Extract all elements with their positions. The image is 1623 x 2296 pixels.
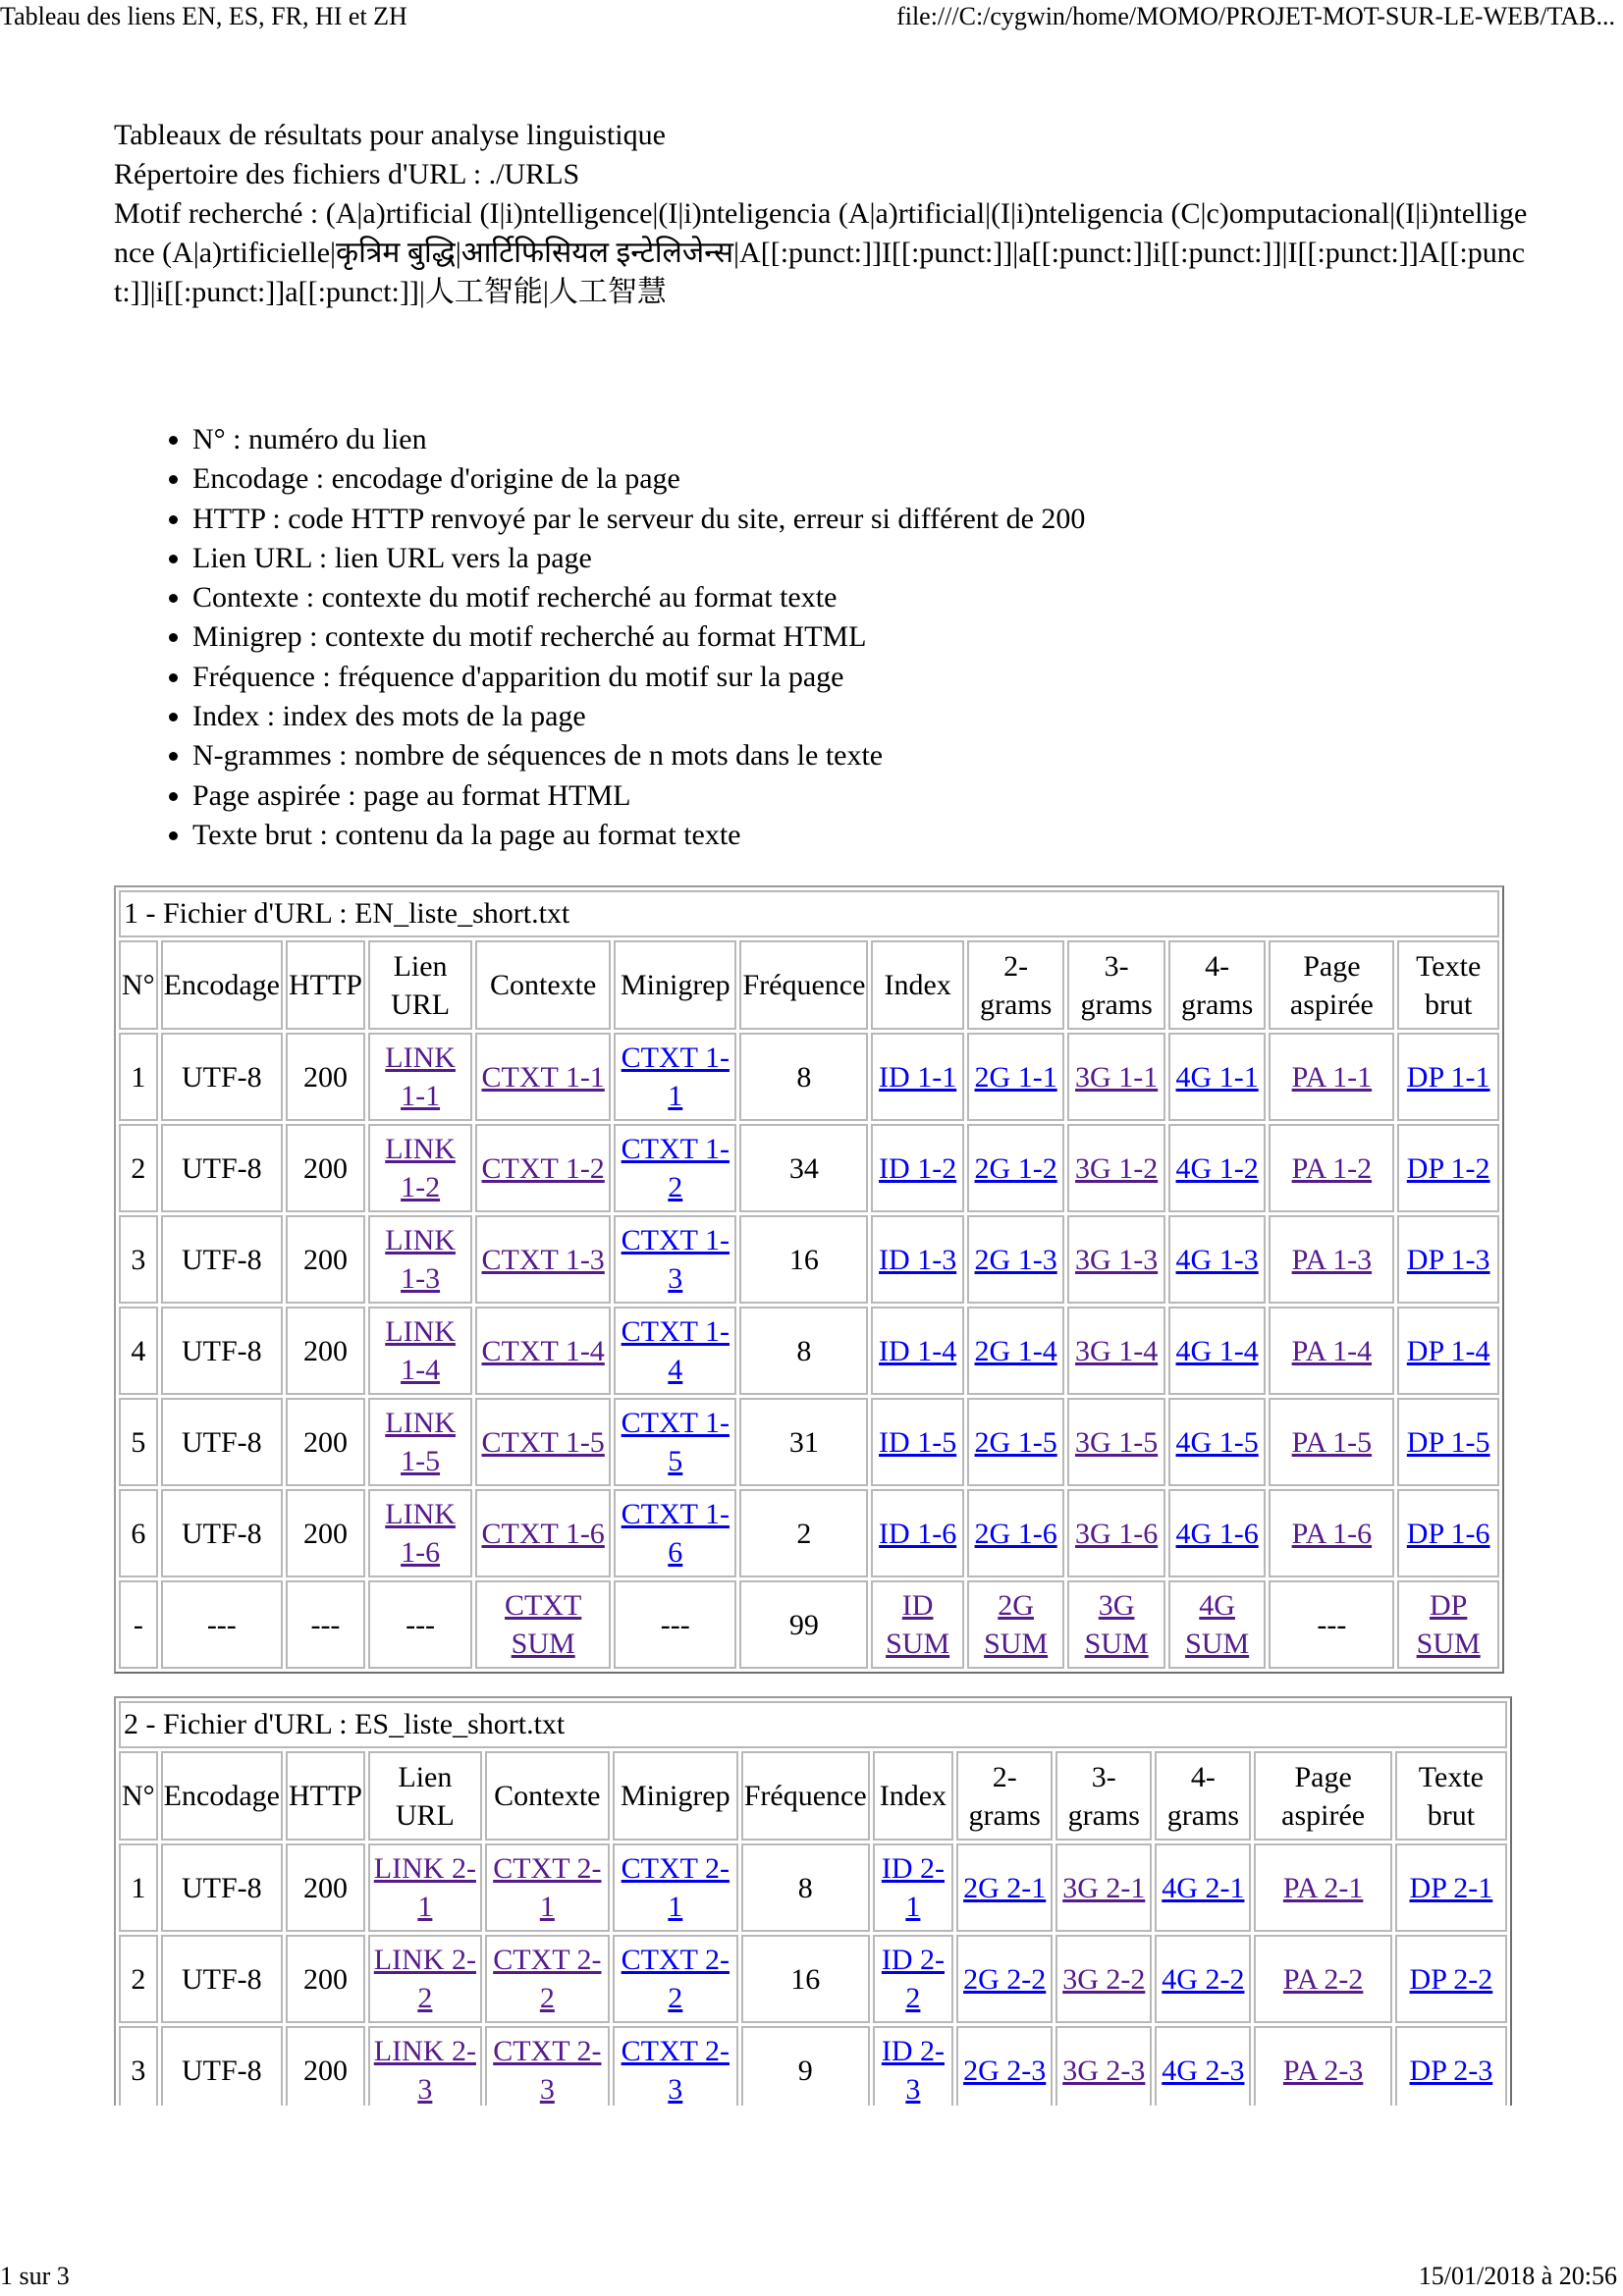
table-cell (475, 1489, 611, 1577)
page-header-title: Tableau des liens EN, ES, FR, HI et ZH (0, 2, 407, 30)
table-cell (1168, 1398, 1267, 1486)
cell-http: 200 (286, 1489, 365, 1577)
cell-http: 200 (286, 1033, 365, 1121)
page-link[interactable]: PA 1-1 (1291, 1060, 1373, 1094)
table-cell (368, 2026, 482, 2106)
legend-item: • Contexte : contexte du motif recherché au format texte (192, 578, 1085, 617)
context-link[interactable]: CTXT 1-4 (481, 1334, 605, 1367)
legend-item: • Fréquence : fréquence d'apparition du motif sur la page (192, 658, 1085, 697)
context-link[interactable]: CTXT 1-6 (481, 1517, 605, 1550)
cell-encoding: UTF-8 (161, 1124, 283, 1212)
cell-frequency: 9 (741, 2026, 870, 2106)
col-header: Fréquence (739, 940, 868, 1030)
table-cell (1168, 1124, 1267, 1212)
minigrep-link[interactable]: CTXT 2-3 (621, 2035, 730, 2106)
col-header: Contexte (475, 940, 611, 1030)
table-cell (485, 1935, 610, 2023)
table-row (119, 1489, 1499, 1577)
table-cell (1397, 1398, 1499, 1486)
cell-encoding: --- (161, 1580, 283, 1669)
context-link[interactable]: CTXT 1-2 (481, 1151, 605, 1185)
4grams-link[interactable]: 4G 1-2 (1175, 1151, 1259, 1185)
cell-encoding: UTF-8 (161, 2026, 283, 2106)
col-header: N° (119, 940, 158, 1030)
table-row (119, 1398, 1499, 1486)
minigrep-link[interactable]: CTXT 1-5 (621, 1407, 730, 1477)
col-header: N° (119, 1751, 158, 1841)
4grams-link[interactable]: 4G 2-1 (1162, 1871, 1245, 1904)
table-cell (956, 1843, 1053, 1932)
2grams-link[interactable]: 2G 2-3 (963, 2054, 1047, 2087)
dump-link[interactable]: DP 1-5 (1406, 1425, 1490, 1459)
table-caption: 2 - Fichier d'URL : ES_liste_short.txt (119, 1701, 1507, 1748)
3grams-link[interactable]: 3G 2-2 (1062, 1962, 1146, 1996)
url-directory: Répertoire des fichiers d'URL : ./URLS (114, 158, 580, 190)
cell-http: 200 (286, 1935, 365, 2023)
page-link[interactable]: PA 2-3 (1282, 2054, 1364, 2087)
legend-item: • Page aspirée : page au format HTML (192, 776, 1085, 816)
table-cell (873, 1843, 953, 1932)
col-header: Lien URL (368, 1751, 482, 1841)
table-cell (1067, 1489, 1165, 1577)
table-cell (871, 1398, 963, 1486)
minigrep-link[interactable]: CTXT 2-2 (621, 1944, 730, 2014)
4grams-link[interactable]: 4G 1-3 (1175, 1243, 1259, 1276)
dump-sum-link[interactable]: DP SUM (1416, 1589, 1481, 1660)
table-es-viewport (98, 1669, 1551, 2106)
cell-frequency: 16 (739, 1215, 868, 1304)
cell-minigrep: --- (614, 1580, 736, 1669)
table-cell (1055, 1843, 1152, 1932)
index-sum-link[interactable]: ID SUM (886, 1589, 950, 1660)
page-link[interactable]: PA 1-6 (1291, 1517, 1373, 1550)
table-cell (1168, 1307, 1267, 1395)
table-cell (967, 1215, 1065, 1304)
page-counter: 1 sur 3 (0, 2262, 70, 2290)
table-cell (1397, 1215, 1499, 1304)
legend-item: • Index : index des mots de la page (192, 697, 1085, 736)
col-header: 4-grams (1155, 1751, 1251, 1841)
url-link[interactable]: LINK 2-1 (373, 1852, 476, 1923)
index-link[interactable]: ID 1-6 (879, 1517, 957, 1550)
dump-link[interactable]: DP 2-2 (1409, 1962, 1493, 1996)
table-cell (613, 1935, 738, 2023)
table-cell (1254, 1843, 1391, 1932)
col-header: Index (873, 1751, 953, 1841)
col-header: Index (871, 940, 963, 1030)
table-cell (967, 1307, 1065, 1395)
url-link[interactable]: LINK 1-1 (385, 1041, 456, 1112)
cell-link: --- (368, 1580, 472, 1669)
cell-number: 1 (119, 1033, 158, 1121)
cell-http: 200 (286, 1398, 365, 1486)
dump-link[interactable]: DP 1-6 (1406, 1517, 1490, 1550)
col-header: Minigrep (613, 1751, 738, 1841)
col-header: Texte brut (1395, 1751, 1507, 1841)
table-cell (1269, 1033, 1394, 1121)
page-title: Tableaux de résultats pour analyse linguistique (114, 119, 666, 151)
table-cell (1269, 1398, 1394, 1486)
table-cell (967, 1489, 1065, 1577)
index-link[interactable]: ID 2-2 (881, 1944, 945, 2014)
cell-http: 200 (286, 1124, 365, 1212)
table-cell (485, 1843, 610, 1932)
table-cell (1254, 2026, 1391, 2106)
table-cell (873, 1935, 953, 2023)
2grams-link[interactable]: 2G 1-1 (974, 1060, 1057, 1094)
table-cell (613, 2026, 738, 2106)
table-cell (614, 1033, 736, 1121)
table-header-row (119, 1751, 1507, 1841)
page-link[interactable]: PA 1-5 (1291, 1425, 1373, 1459)
col-header: HTTP (286, 1751, 365, 1841)
col-header: 2-grams (956, 1751, 1053, 1841)
url-link[interactable]: LINK 1-6 (385, 1498, 456, 1569)
index-link[interactable]: ID 1-5 (879, 1425, 957, 1459)
col-header: Encodage (161, 940, 283, 1030)
minigrep-link[interactable]: CTXT 1-6 (621, 1498, 730, 1569)
table-cell (871, 1124, 963, 1212)
cell-number: 6 (119, 1489, 158, 1577)
col-header: Contexte (485, 1751, 610, 1841)
cell-text (1397, 1580, 1499, 1669)
table-row (119, 1307, 1499, 1395)
cell-number: - (119, 1580, 158, 1669)
table-cell (967, 1033, 1065, 1121)
minigrep-link[interactable]: CTXT 2-1 (621, 1852, 730, 1923)
cell-encoding: UTF-8 (161, 1843, 283, 1932)
dump-link[interactable]: DP 2-3 (1409, 2054, 1493, 2087)
table-cell (1397, 1124, 1499, 1212)
cell-number: 5 (119, 1398, 158, 1486)
table-cell (1397, 1033, 1499, 1121)
search-pattern: Motif recherché : (A|a)rtificial (I|i)ntelligence|(I|i)nteligencia (A|a)rtificial|(I|i)nteligencia (C|c)omputacional|(I|i)ntelligence (A|a)rtificielle|कृत्रिम बुद्धि|आर्टिफिसियल इन्टेलिजेन्स|A[[:punct:]]I[[:punct:]]|a[[:punct:]]i[[:punct:]]|I[[:punct:]]A[[:punct:]]|i[[:punct:]]a[[:punct:]]|人工智能|人工智慧 (114, 197, 1528, 308)
3grams-link[interactable]: 3G 2-3 (1062, 2054, 1146, 2087)
legend-list (114, 420, 1085, 855)
table-cell (368, 1215, 472, 1304)
cell-context (475, 1580, 611, 1669)
table-cell (613, 1843, 738, 1932)
cell-number: 2 (119, 1124, 158, 1212)
cell-encoding: UTF-8 (161, 1215, 283, 1304)
3grams-link[interactable]: 3G 1-2 (1075, 1151, 1159, 1185)
table-caption: 1 - Fichier d'URL : EN_liste_short.txt (119, 890, 1499, 937)
cell-page: --- (1269, 1580, 1394, 1669)
context-link[interactable]: CTXT 2-2 (493, 1944, 602, 2014)
table-cell (1269, 1215, 1394, 1304)
cell-encoding: UTF-8 (161, 1398, 283, 1486)
cell-frequency: 8 (739, 1033, 868, 1121)
table-cell (871, 1033, 963, 1121)
intro-block (114, 116, 1528, 312)
url-link[interactable]: LINK 1-2 (385, 1133, 456, 1203)
table-cell (1055, 1935, 1152, 2023)
table-row (119, 2026, 1507, 2106)
page-link[interactable]: PA 1-3 (1291, 1243, 1373, 1276)
table-cell (871, 1307, 963, 1395)
cell-encoding: UTF-8 (161, 1935, 283, 2023)
col-header: Encodage (161, 1751, 283, 1841)
dump-link[interactable]: DP 1-4 (1406, 1334, 1490, 1367)
4grams-link[interactable]: 4G 2-3 (1162, 2054, 1245, 2087)
cell-http: 200 (286, 2026, 365, 2106)
3grams-link[interactable]: 3G 1-1 (1075, 1060, 1159, 1094)
table-row (119, 1124, 1499, 1212)
table-cell (614, 1307, 736, 1395)
table-cell (475, 1033, 611, 1121)
page-link[interactable]: PA 2-1 (1282, 1871, 1364, 1904)
2grams-link[interactable]: 2G 1-5 (974, 1425, 1057, 1459)
page-link[interactable]: PA 1-2 (1291, 1151, 1373, 1185)
col-header: Minigrep (614, 940, 736, 1030)
summary-row (119, 1580, 1499, 1669)
table-cell (1067, 1215, 1165, 1304)
table-cell (1155, 1935, 1251, 2023)
cell-frequency: 16 (741, 1935, 870, 2023)
cell-http: 200 (286, 1843, 365, 1932)
cell-http: 200 (286, 1307, 365, 1395)
table-row (119, 1215, 1499, 1304)
table-cell (871, 1215, 963, 1304)
col-header: 3-grams (1067, 940, 1165, 1030)
table-cell (1269, 1307, 1394, 1395)
2grams-link[interactable]: 2G 2-2 (963, 1962, 1047, 1996)
cell-4grams (1168, 1580, 1267, 1669)
table-cell (1168, 1033, 1267, 1121)
url-link[interactable]: LINK 2-3 (373, 2035, 476, 2106)
minigrep-link[interactable]: CTXT 1-4 (621, 1315, 730, 1386)
cell-number: 3 (119, 2026, 158, 2106)
col-header: 4-grams (1168, 940, 1267, 1030)
cell-3grams (1067, 1580, 1165, 1669)
cell-number: 1 (119, 1843, 158, 1932)
url-link[interactable]: LINK 2-2 (373, 1944, 476, 2014)
cell-number: 2 (119, 1935, 158, 2023)
legend-item: • Minigrep : contexte du motif recherché au format HTML (192, 617, 1085, 657)
4grams-link[interactable]: 4G 1-1 (1175, 1060, 1259, 1094)
3grams-link[interactable]: 3G 2-1 (1062, 1871, 1146, 1904)
legend-item: • Texte brut : contenu da la page au format texte (192, 816, 1085, 855)
col-header: 3-grams (1055, 1751, 1152, 1841)
cell-frequency: 8 (741, 1843, 870, 1932)
cell-number: 3 (119, 1215, 158, 1304)
cell-frequency: 2 (739, 1489, 868, 1577)
index-link[interactable]: ID 1-4 (879, 1334, 957, 1367)
table-cell (614, 1215, 736, 1304)
col-header: Fréquence (741, 1751, 870, 1841)
table-cell (1269, 1124, 1394, 1212)
table-cell (967, 1398, 1065, 1486)
3grams-link[interactable]: 3G 1-4 (1075, 1334, 1159, 1367)
results-table-es (114, 1696, 1512, 2106)
print-timestamp: 15/01/2018 à 20:56 (1418, 2262, 1617, 2290)
table-body-es (119, 1843, 1507, 2106)
4grams-link[interactable]: 4G 1-5 (1175, 1425, 1259, 1459)
col-header: Page aspirée (1254, 1751, 1391, 1841)
legend-item: • N° : numéro du lien (192, 420, 1085, 459)
table-cell (614, 1489, 736, 1577)
minigrep-link[interactable]: CTXT 1-2 (621, 1133, 730, 1203)
context-link[interactable]: CTXT 1-5 (481, 1425, 605, 1459)
cell-http: --- (286, 1580, 365, 1669)
cell-index (871, 1580, 963, 1669)
2grams-link[interactable]: 2G 1-6 (974, 1517, 1057, 1550)
table-cell (1168, 1489, 1267, 1577)
4grams-link[interactable]: 4G 1-4 (1175, 1334, 1259, 1367)
cell-2grams (967, 1580, 1065, 1669)
table-cell (475, 1307, 611, 1395)
context-link[interactable]: CTXT 2-1 (493, 1852, 602, 1923)
table-cell (1055, 2026, 1152, 2106)
index-link[interactable]: ID 2-3 (881, 2035, 945, 2106)
4grams-sum-link[interactable]: 4G SUM (1185, 1589, 1250, 1660)
table-cell (368, 1935, 482, 2023)
table-cell (1168, 1215, 1267, 1304)
table-cell (1067, 1307, 1165, 1395)
dump-link[interactable]: DP 1-3 (1406, 1243, 1490, 1276)
index-link[interactable]: ID 1-3 (879, 1243, 957, 1276)
url-link[interactable]: LINK 1-5 (385, 1407, 456, 1477)
table-cell (485, 2026, 610, 2106)
table-cell (368, 1033, 472, 1121)
table-cell (873, 2026, 953, 2106)
4grams-link[interactable]: 4G 1-6 (1175, 1517, 1259, 1550)
col-header: HTTP (286, 940, 365, 1030)
table-cell (368, 1307, 472, 1395)
table-body-en (119, 1033, 1499, 1577)
cell-frequency: 8 (739, 1307, 868, 1395)
cell-frequency: 34 (739, 1124, 868, 1212)
context-link[interactable]: CTXT 1-1 (481, 1060, 605, 1094)
col-header: Page aspirée (1269, 940, 1394, 1030)
legend-item: • Lien URL : lien URL vers la page (192, 539, 1085, 578)
2grams-link[interactable]: 2G 2-1 (963, 1871, 1047, 1904)
3grams-sum-link[interactable]: 3G SUM (1084, 1589, 1149, 1660)
table-cell (1395, 1935, 1507, 2023)
results-table-en (114, 885, 1504, 1674)
table-cell (1067, 1398, 1165, 1486)
minigrep-link[interactable]: CTXT 1-1 (621, 1041, 730, 1112)
table-cell (368, 1124, 472, 1212)
table-header-row (119, 940, 1499, 1030)
3grams-link[interactable]: 3G 1-6 (1075, 1517, 1159, 1550)
3grams-link[interactable]: 3G 1-5 (1075, 1425, 1159, 1459)
col-header: 2-grams (967, 940, 1065, 1030)
cell-number: 4 (119, 1307, 158, 1395)
legend-item: • N-grammes : nombre de séquences de n mots dans le texte (192, 736, 1085, 775)
col-header: Texte brut (1397, 940, 1499, 1030)
page-link[interactable]: PA 2-2 (1282, 1962, 1364, 1996)
legend-item: • Encodage : encodage d'origine de la page (192, 459, 1085, 499)
index-link[interactable]: ID 2-1 (881, 1852, 945, 1923)
table-cell (1397, 1489, 1499, 1577)
col-header: Lien URL (368, 940, 472, 1030)
context-sum-link[interactable]: CTXT SUM (505, 1589, 582, 1660)
table-cell (871, 1489, 963, 1577)
table-cell (475, 1124, 611, 1212)
table-cell (1395, 1843, 1507, 1932)
2grams-sum-link[interactable]: 2G SUM (984, 1589, 1049, 1660)
table-cell (967, 1124, 1065, 1212)
cell-encoding: UTF-8 (161, 1307, 283, 1395)
3grams-link[interactable]: 3G 1-3 (1075, 1243, 1159, 1276)
table-cell (1155, 2026, 1251, 2106)
cell-encoding: UTF-8 (161, 1489, 283, 1577)
4grams-link[interactable]: 4G 2-2 (1162, 1962, 1245, 1996)
table-cell (475, 1215, 611, 1304)
table-cell (614, 1124, 736, 1212)
legend-item: • HTTP : code HTTP renvoyé par le serveur du site, erreur si différent de 200 (192, 500, 1085, 539)
cell-frequency: 31 (739, 1398, 868, 1486)
table-row (119, 1935, 1507, 2023)
table-cell (614, 1398, 736, 1486)
dump-link[interactable]: DP 2-1 (1409, 1871, 1493, 1904)
context-link[interactable]: CTXT 2-3 (493, 2035, 602, 2106)
table-cell (1395, 2026, 1507, 2106)
minigrep-link[interactable]: CTXT 1-3 (621, 1224, 730, 1295)
index-link[interactable]: ID 1-1 (879, 1060, 957, 1094)
table-cell (956, 1935, 1053, 2023)
table-cell (1269, 1489, 1394, 1577)
table-cell (1067, 1033, 1165, 1121)
table-cell (1067, 1124, 1165, 1212)
table-row (119, 1033, 1499, 1121)
cell-http: 200 (286, 1215, 365, 1304)
cell-frequency: 99 (739, 1580, 868, 1669)
table-cell (1155, 1843, 1251, 1932)
2grams-link[interactable]: 2G 1-3 (974, 1243, 1057, 1276)
table-cell (1397, 1307, 1499, 1395)
table-cell (368, 1398, 472, 1486)
dump-link[interactable]: DP 1-1 (1406, 1060, 1490, 1094)
cell-encoding: UTF-8 (161, 1033, 283, 1121)
dump-link[interactable]: DP 1-2 (1406, 1151, 1490, 1185)
index-link[interactable]: ID 1-2 (879, 1151, 957, 1185)
2grams-link[interactable]: 2G 1-2 (974, 1151, 1057, 1185)
table-cell (475, 1398, 611, 1486)
url-link[interactable]: LINK 1-4 (385, 1315, 456, 1386)
page-header-url: file:///C:/cygwin/home/MOMO/PROJET-MOT-SUR-LE-WEB/TAB... (896, 2, 1615, 30)
2grams-link[interactable]: 2G 1-4 (974, 1334, 1057, 1367)
table-cell (368, 1489, 472, 1577)
context-link[interactable]: CTXT 1-3 (481, 1243, 605, 1276)
table-row (119, 1843, 1507, 1932)
url-link[interactable]: LINK 1-3 (385, 1224, 456, 1295)
table-cell (956, 2026, 1053, 2106)
table-cell (1254, 1935, 1391, 2023)
table-cell (368, 1843, 482, 1932)
page-link[interactable]: PA 1-4 (1291, 1334, 1373, 1367)
